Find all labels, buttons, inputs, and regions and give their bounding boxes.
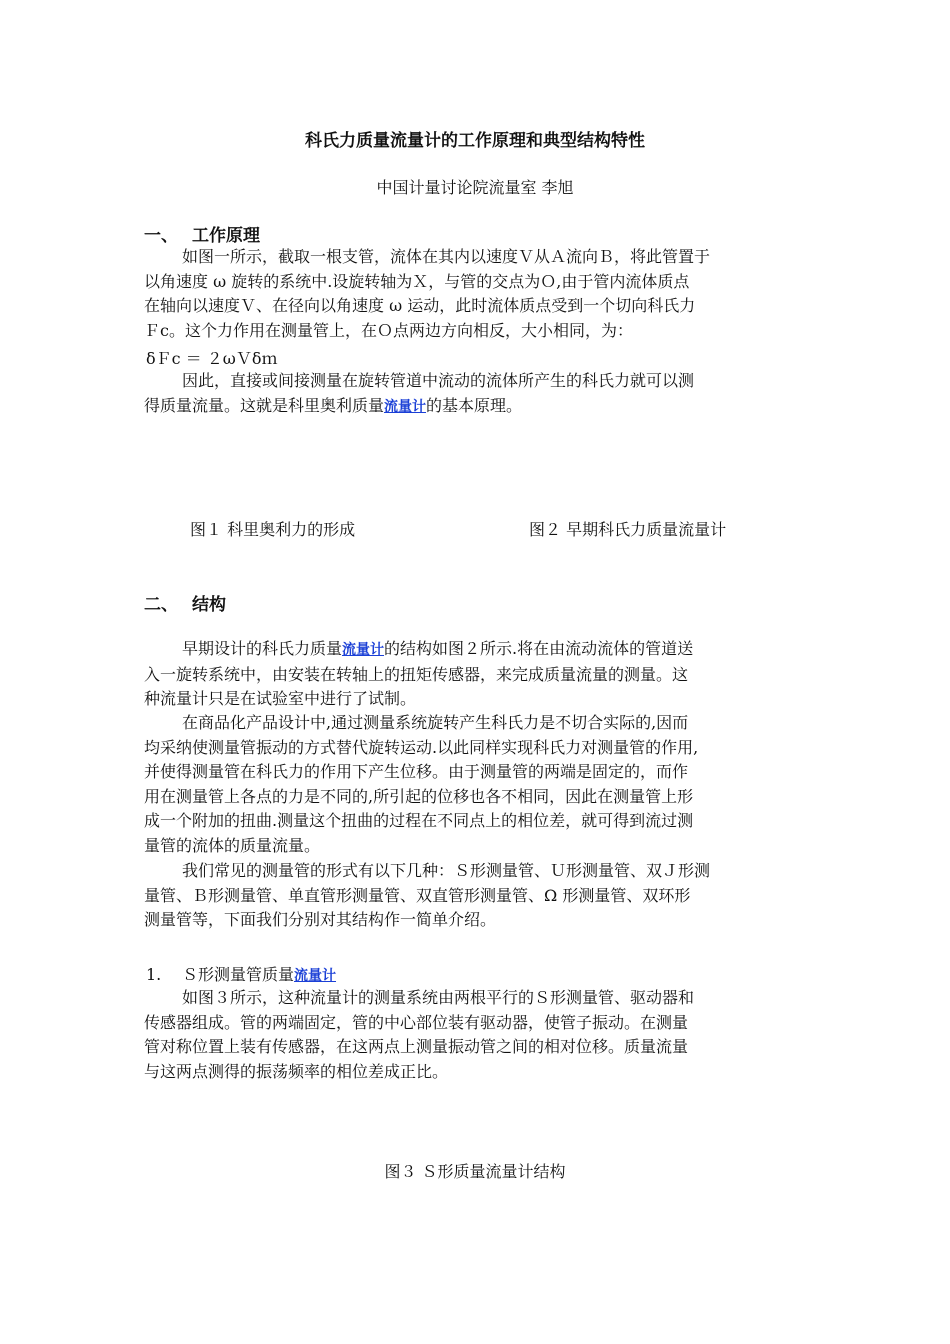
section-title: 结构: [192, 595, 226, 615]
text-line: 入一旋转系统中，由安装在转轴上的扭矩传感器，来完成质量流量的测量。这: [144, 664, 689, 684]
text-line: [144, 637, 804, 663]
text-line: 成一个附加的扭曲.测量这个扭曲的过程在不同点上的相位差，就可得到流过测: [144, 811, 694, 831]
paragraph-s-tube: [144, 986, 804, 1084]
paragraph-principle: [144, 245, 804, 343]
subsection-number: 1.: [146, 965, 162, 984]
text-line: [144, 394, 804, 420]
text-line: 因此，直接或间接测量在旋转管道中流动的流体所产生的科氏力就可以测: [182, 371, 695, 390]
flowmeter-link[interactable]: 流量计: [294, 968, 337, 984]
text-line: 量管的流体的质量流量。: [144, 835, 321, 855]
text-line: 并使得测量管在科氏力的作用下产生位移。由于测量管的两端是固定的，而作: [144, 762, 689, 782]
text-line: 种流量计只是在试验室中进行了试制。: [144, 689, 417, 709]
document-author: 中国计量讨论院流量室 李旭: [376, 178, 574, 197]
text-line: 如图３所示，这种流量计的测量系统由两根平行的Ｓ形测量管、驱动器和: [182, 988, 695, 1007]
figure-3-caption: 图３ Ｓ形质量流量计结构: [384, 1162, 566, 1181]
text-span: 的结构如图２所示.将在由流动流体的管道送: [384, 639, 694, 658]
subsection-heading-1: [146, 962, 336, 985]
flowmeter-link[interactable]: 流量计: [384, 398, 427, 415]
text-line: 以角速度 ω 旋转的系统中.设旋转轴为Ｘ，与管的交点为Ｏ,由于管内流体质点: [144, 271, 690, 291]
text-line: 测量管等，下面我们分别对其结构作一简单介绍。: [144, 910, 497, 930]
formula: δＦc ＝ ２ωＶδｍ: [146, 349, 278, 368]
section-title: 工作原理: [192, 226, 260, 246]
paragraph-structure-1: [144, 637, 804, 712]
paragraph-structure-2: [144, 711, 804, 859]
paragraph-structure-3: [144, 859, 804, 933]
document-title: 科氏力质量流量计的工作原理和典型结构特性: [305, 131, 645, 151]
text-line: 与这两点测得的振荡频率的相位差成正比。: [144, 1061, 449, 1081]
text-line: 我们常见的测量管的形式有以下几种：Ｓ形测量管、Ｕ形测量管、双Ｊ形测: [182, 861, 711, 880]
section-number: 二、: [144, 595, 178, 615]
text-span: 得质量流量。这就是科里奥利质量: [144, 395, 385, 415]
text-line: 传感器组成。管的两端固定，管的中心部位装有驱动器，使管子振动。在测量: [144, 1012, 689, 1032]
paragraph-principle-2: [144, 369, 804, 419]
figure-2-caption: 图２ 早期科氏力质量流量计: [529, 520, 727, 539]
text-span: 早期设计的科氏力质量: [182, 639, 343, 658]
figure-1-caption: 图１ 科里奥利力的形成: [190, 520, 356, 539]
text-line: 量管、Ｂ形测量管、单直管形测量管、双直管形测量管、Ω 形测量管、双环形: [144, 885, 691, 905]
text-line: 管对称位置上装有传感器，在这两点上测量振动管之间的相对位移。质量流量: [144, 1037, 689, 1057]
text-line: Ｆc。这个力作用在测量管上，在Ｏ点两边方向相反，大小相同，为：: [144, 320, 633, 340]
section-number: 一、: [144, 226, 178, 246]
text-line: 用在测量管上各点的力是不同的,所引起的位移也各不相同，因此在测量管上形: [144, 786, 694, 806]
text-line: 在商品化产品设计中,通过测量系统旋转产生科氏力是不切合实际的,因而: [182, 713, 689, 732]
section-heading-2: [144, 590, 226, 615]
section-heading-1: [144, 221, 260, 246]
subsection-title: Ｓ形测量管质量: [182, 965, 295, 984]
flowmeter-link[interactable]: 流量计: [342, 642, 385, 658]
text-line: 均采纳使测量管振动的方式替代旋转运动.以此同样实现科氏力对测量管的作用,: [144, 737, 699, 757]
text-span: 的基本原理。: [426, 395, 523, 415]
text-line: 如图一所示，截取一根支管，流体在其内以速度Ｖ从Ａ流向Ｂ，将此管置于: [182, 247, 711, 266]
text-line: 在轴向以速度Ｖ、在径向以角速度 ω 运动，此时流体质点受到一个切向科氏力: [144, 296, 696, 316]
